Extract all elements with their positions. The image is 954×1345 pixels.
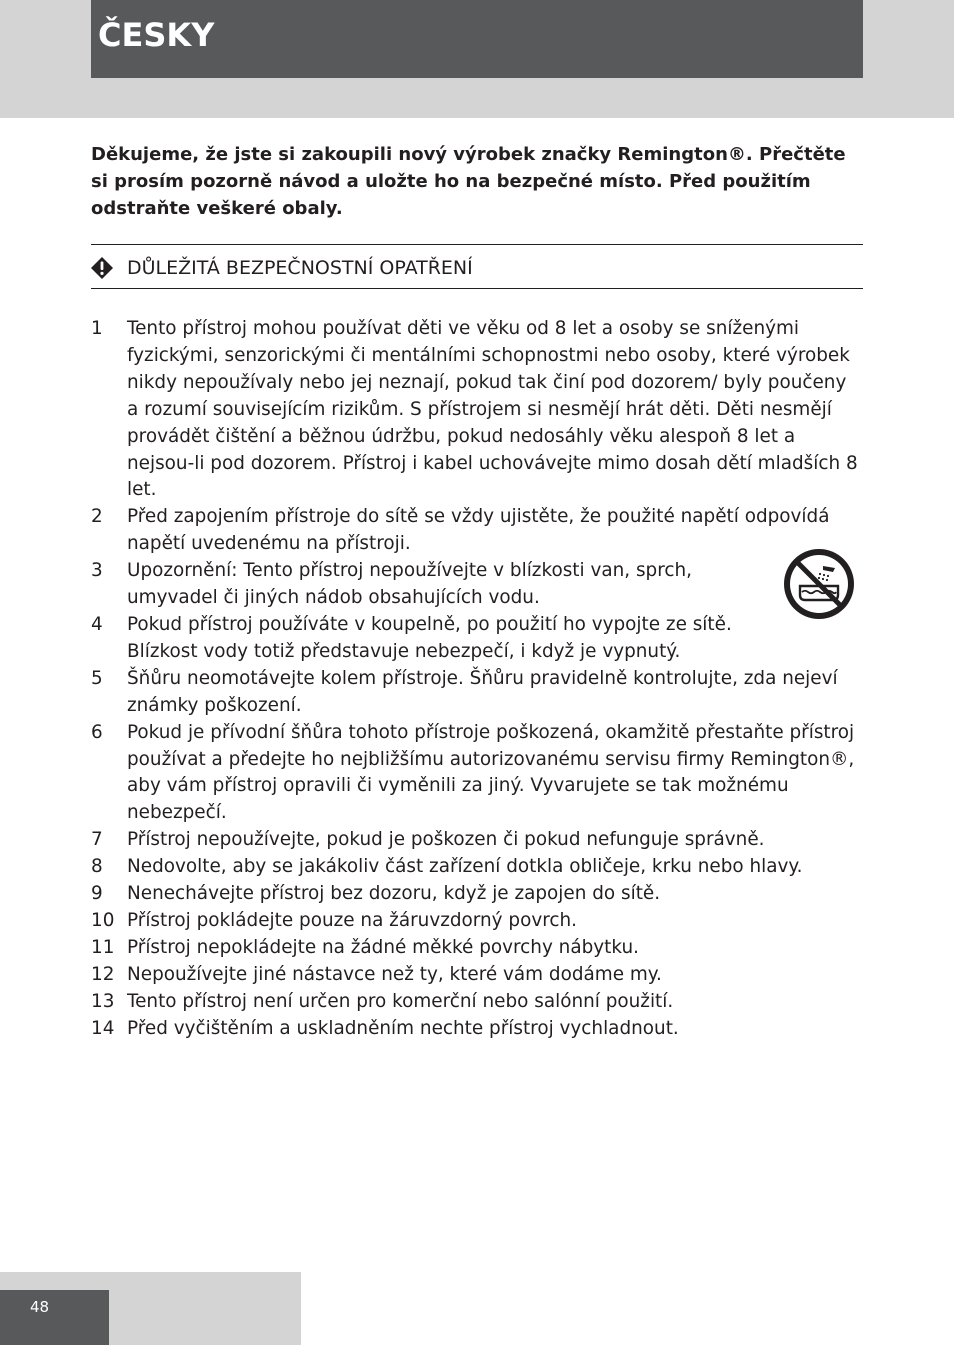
item-number: 11 <box>91 936 115 958</box>
list-item <box>91 962 863 989</box>
item-text: Před zapojením přístroje do sítě se vždy ujistěte, že použité napětí odpovídá napětí uvedenému na přístroji. <box>127 506 830 555</box>
item-number: 12 <box>91 963 115 985</box>
list-item <box>91 827 863 854</box>
page-number-box <box>0 1290 109 1345</box>
item-text: Šňůru neomotávejte kolem přístroje. Šňůru pravidelně kontrolujte, zda nejeví známky poškození. <box>127 667 838 716</box>
section-title: DŮLEŽITÁ BEZPEČNOSTNÍ OPATŘENÍ <box>127 257 473 279</box>
item-number: 7 <box>91 829 103 851</box>
item-number: 13 <box>91 990 115 1012</box>
item-text: Tento přístroj mohou používat děti ve věku od 8 let a osoby se sníženými fyzickými, senzorickými či mentálními schopnostmi nebo osoby, které výrobek nikdy nepoužívaly nebo jej neznají, pokud tak činí pod dozorem/ byly poučeny a rozumí souvisejícím rizikům. S přístrojem si nesmějí hrát děti. Děti nesmějí provádět čištění a běžnou údržbu, pokud nedosáhly věku alespoň 8 let a nejsou-li pod dozorem. Přístroj i kabel uchovávejte mimo dosah dětí mladších 8 let. <box>127 318 858 501</box>
item-text: Upozornění: Tento přístroj nepoužívejte v blízkosti van, sprch, umyvadel či jiných nádob obsahujících vodu. <box>127 560 692 609</box>
list-item <box>91 666 863 720</box>
item-text: Pokud přístroj používáte v koupelně, po použití ho vypojte ze sítě. Blízkost vody totiž představuje nebezpečí, i když je vypnutý. <box>127 613 732 662</box>
item-text: Před vyčištěním a uskladněním nechte přístroj vychladnout. <box>127 1017 679 1039</box>
list-item <box>91 558 863 612</box>
list-item <box>91 989 863 1016</box>
item-text: Pokud je přívodní šňůra tohoto přístroje poškozená, okamžitě přestaňte přístroj používat a předejte ho nejbližšímu autorizovanému servisu firmy Remington®, aby vám přístroj opravili či vyměnili za jiný. Vyvarujete se tak možnému nebezpečí. <box>127 721 855 824</box>
list-item <box>91 854 863 881</box>
intro-text: Děkujeme, že jste si zakoupili nový výrobek značky Remington®. Přečtěte si prosím pozorně návod a uložte ho na bezpečné místo. Před použitím odstraňte veškeré obaly. <box>91 144 846 219</box>
item-text: Přístroj nepokládejte na žádné měkké povrchy nábytku. <box>127 936 639 958</box>
item-number: 4 <box>91 613 103 635</box>
list-item <box>91 316 863 504</box>
item-text: Přístroj pokládejte pouze na žáruvzdorný povrch. <box>127 909 577 931</box>
no-water-icon <box>783 548 855 620</box>
item-text: Nepoužívejte jiné nástavce než ty, které vám dodáme my. <box>127 963 662 985</box>
safety-list <box>91 316 863 1042</box>
page-number: 48 <box>30 1298 50 1316</box>
item-number: 5 <box>91 667 103 689</box>
list-item <box>91 908 863 935</box>
section-header <box>91 244 863 289</box>
item-text: Přístroj nepoužívejte, pokud je poškozen či pokud nefunguje správně. <box>127 829 765 851</box>
item-number: 8 <box>91 856 103 878</box>
item-text: Nenechávejte přístroj bez dozoru, když je zapojen do sítě. <box>127 883 661 905</box>
list-item <box>91 1016 863 1043</box>
list-item <box>91 612 863 666</box>
list-item <box>91 935 863 962</box>
item-number: 6 <box>91 721 103 743</box>
list-item <box>91 720 863 828</box>
list-item <box>91 504 863 558</box>
list-item <box>91 881 863 908</box>
item-number: 9 <box>91 883 103 905</box>
title-bar <box>91 0 863 78</box>
item-number: 1 <box>91 318 103 339</box>
warning-icon <box>91 257 113 279</box>
item-number: 14 <box>91 1017 115 1039</box>
item-text: Tento přístroj není určen pro komerční nebo salónní použití. <box>127 990 674 1012</box>
item-text: Nedovolte, aby se jakákoliv část zařízení dotkla obličeje, krku nebo hlavy. <box>127 856 803 878</box>
item-number: 10 <box>91 909 115 931</box>
page-title: ČESKY <box>98 16 215 54</box>
item-number: 2 <box>91 506 103 528</box>
item-number: 3 <box>91 560 103 582</box>
